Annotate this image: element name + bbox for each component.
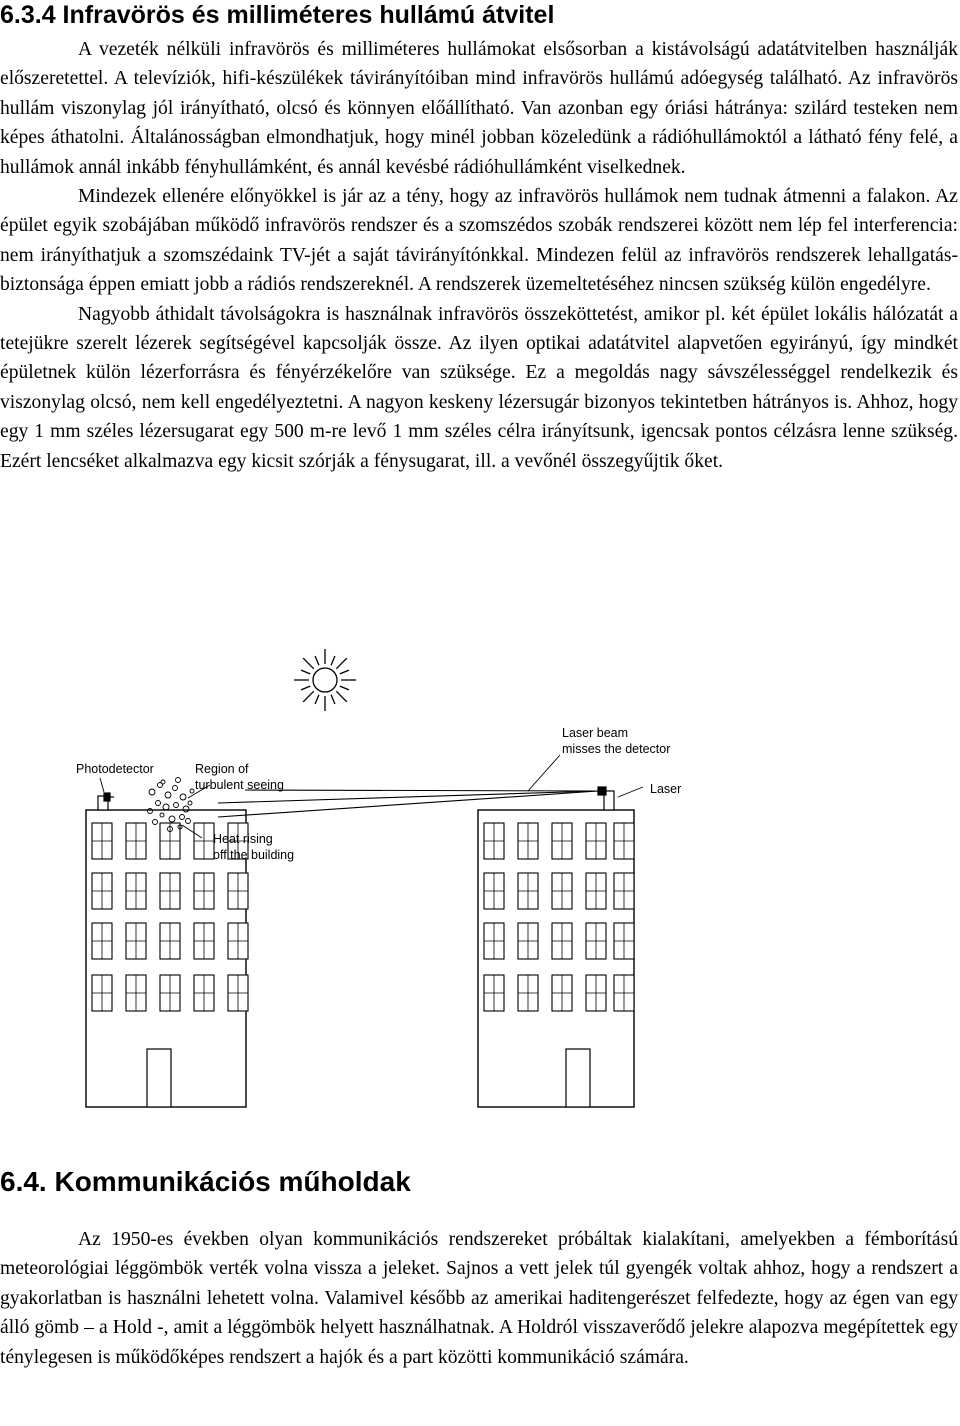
paragraph: Nagyobb áthidalt távolságokra is használnak infravörös összeköttetést, amikor pl. két épület lokális hálózatát a tetejükre szerelt lézerek segítségével kapcsolják össze. Az ilyen optikai adatátvitel alapvetően egyirányú, így mindkét épületnek külön lézerforrásra és fényérzékelőre van szüksége. Ez a megoldás nagy sávszélességgel rendelkezik és viszonylag olcsó, nem kell engedélyeztetni. A nagyon keskeny lézersugár bizonyos tekintetben hátrányos is. Ahhoz, hogy egy 1 mm széles lézersugarat egy 500 m-re levő 1 mm széles célra irányítsunk, igencsak pontos célzásra lenne szükség. Ezért lencséket alkalmazva egy kicsit szórják a fénysugarat, ill. a vevőnél összegyűjtik őket.	[0, 303, 958, 472]
heat-label-line1: Heat rising	[213, 832, 273, 846]
left-building-door	[147, 1049, 171, 1107]
paragraph: Az 1950-es években olyan kommunikációs rendszereket próbáltak kialakítani, amelyekben a fémborítású meteorológiai léggömbök verték volna vissza a jeleket. Sajnos a vett jelek túl gyengék voltak ahhoz, hogy a rendszert a gyakorlatban is használni lehetett volna. Valamivel később az amerikai haditengerészet felfedezte, hogy az égen van egy álló gömb – a Hold -, amit a léggömbök helyett használhatnak. A Holdról visszaverődő jelekre alapozva megépítettek egy ténylegesen is működőképes rendszert a hajók és a part közötti kommunikáció számára.	[0, 1229, 958, 1368]
miss-label-line2: misses the detector	[562, 742, 671, 756]
laser-label: Laser	[650, 782, 682, 796]
right-building-door	[566, 1049, 590, 1107]
photodetector-label: Photodetector	[76, 762, 154, 776]
section-heading-6-4: 6.4. Kommunikációs műholdak	[0, 1166, 411, 1197]
heat-label-line2: off the building	[213, 848, 295, 862]
turbulent-label-line2: turbulent seeing	[195, 778, 284, 792]
paragraph: A vezeték nélküli infravörös és milliméteres hullámokat elsősorban a kistávolságú adatátvitelben használják előszeretettel. A televíziók, hifi-készülékek távirányítóiban mind infravörös hullámú adóegység található. Az infravörös hullám viszonylag jól irányítható, olcsó és könnyen előállítható. Van azonban egy óriási hátránya: szilárd testeken nem képes áthatolni. Általánosságban elmondhatjuk, hogy minél jobban közeledünk a rádióhullámoktól a látható fény felé, a hullámok annál inkább fényhullámként, és annál kevésbé rádióhullámként viselkednek.	[0, 39, 958, 178]
miss-label-line1: Laser beam	[562, 726, 629, 740]
laser-link-figure	[0, 645, 720, 1125]
right-building	[478, 810, 634, 1107]
turbulent-label-line1: Region of	[195, 762, 249, 776]
photodetector-icon	[98, 793, 114, 810]
section-body-6-4	[0, 1225, 958, 1372]
sun-icon	[294, 649, 356, 711]
section-body-6-3-4	[0, 35, 958, 476]
section-heading-6-3-4: 6.3.4 Infravörös és milliméteres hullámú átvitel	[0, 1, 555, 29]
paragraph: Mindezek ellenére előnyökkel is jár az a tény, hogy az infravörös hullámok nem tudnak átmenni a falakon. Az épület egyik szobájában működő infravörös rendszer és a szomszédos szobák rendszerei között nem lép fel interferencia: nem irányíthatjuk a szomszédaink TV-jét a saját távirányítónkkal. Mindezen felül az infravörös rendszerek lehallgatás-biztonsága éppen emiatt jobb a rádiós rendszereknél. A rendszerek üzemeltetéséhez nincsen szükség külön engedélyre.	[0, 186, 958, 296]
laser-icon	[598, 787, 614, 810]
